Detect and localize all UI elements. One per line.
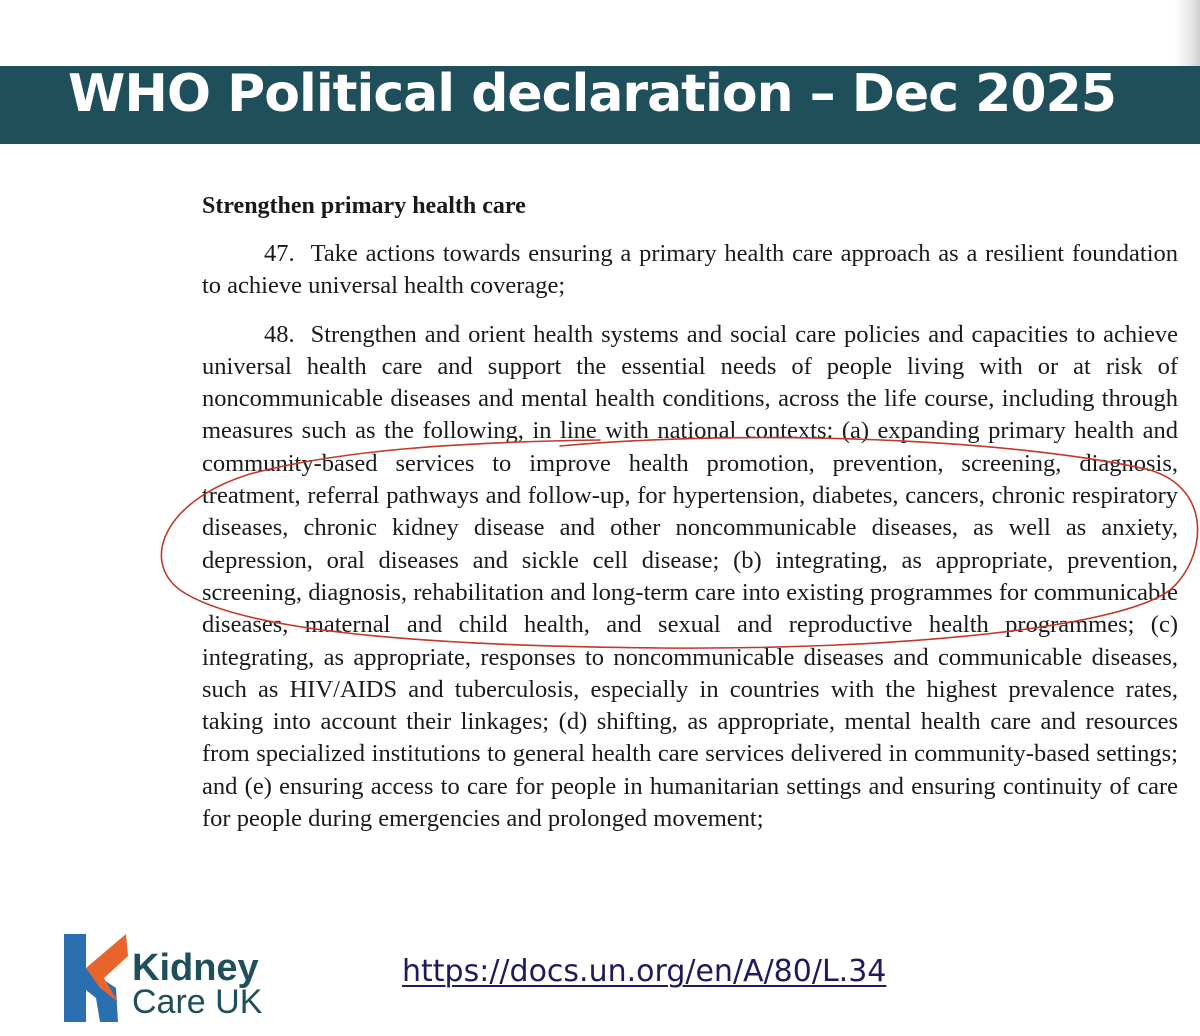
source-link[interactable]: https://docs.un.org/en/A/80/L.34 [402, 954, 887, 989]
paragraph-number: 47. [264, 240, 295, 267]
kidney-care-uk-logo-mark-icon [56, 928, 136, 1024]
paragraph-text: Take actions towards ensuring a primary health care approach as a resilient foundation to achieve universal health coverage; [202, 240, 1178, 300]
logo-word-care-uk: Care UK [132, 983, 263, 1021]
page-corner-shadow [1174, 0, 1200, 74]
document-excerpt [202, 190, 1178, 851]
logo-blue-shape [64, 934, 118, 1022]
logo-word-kidney: Kidney [132, 947, 259, 989]
paragraph-number: 48. [264, 320, 295, 348]
paragraph-47 [202, 238, 1178, 303]
section-heading: Strengthen primary health care [202, 193, 526, 219]
kidney-care-uk-logo [56, 928, 286, 1024]
paragraph-48 [202, 319, 1178, 836]
paragraph-text: Strengthen and orient health systems and social care policies and capacities to achieve universal health care and support the essential needs of people living with or at risk of noncommunicable diseases and mental health conditions, across the life course, including through measures such as the following, in line with national contexts: (a) expanding primary health and community-based services to improve health promotion, prevention, screening, diagnosis, treatment, referral pathways and follow-up, for hypertension, diabetes, cancers, chronic respiratory diseases, chronic kidney disease and other noncommunicable diseases, as well as anxiety, depression, oral diseases and sickle cell disease; (b) integrating, as appropriate, prevention, screening, diagnosis, rehabilitation and long-term care into existing programmes for communicable diseases, maternal and child health, and sexual and reproductive health programmes; (c) integrating, as appropriate, responses to noncommunicable diseases and communicable diseases, such as HIV/AIDS and tuberculosis, especially in countries with the highest prevalence rates, taking into account their linkages; (d) shifting, as appropriate, mental health care and resources from specialized institutions to general health care services delivered in community-based settings; and (e) ensuring access to care for people in humanitarian settings and ensuring continuity of care for people during emergencies and prolonged movement; [202, 320, 1178, 833]
slide-title: WHO Political declaration – Dec 2025 [68, 64, 1116, 124]
